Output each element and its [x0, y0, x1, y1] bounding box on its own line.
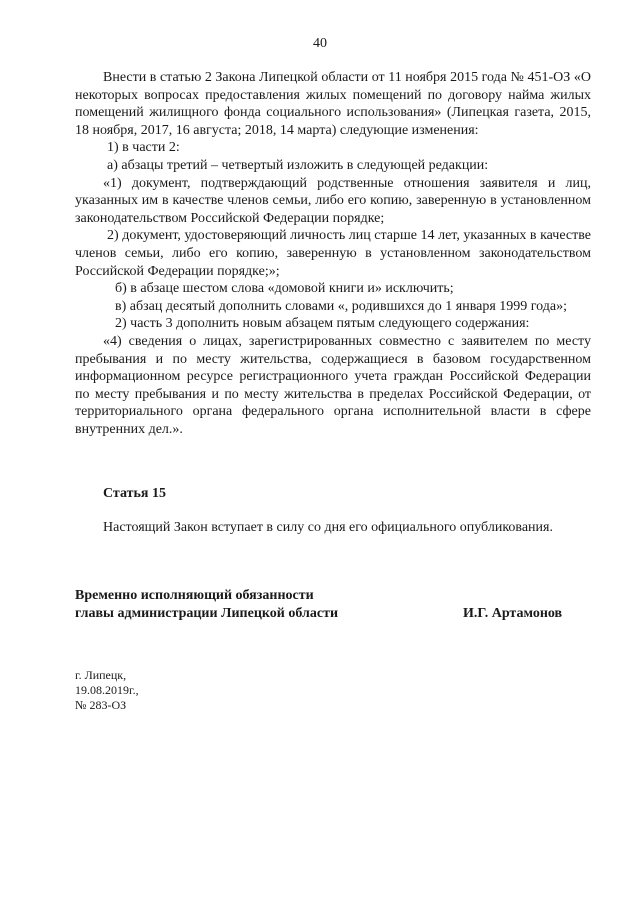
page-number: 40: [313, 36, 327, 51]
item-part-3: 2) часть 3 дополнить новым абзацем пятым следующего содержания:: [115, 316, 530, 332]
footer-date: 19.08.2019г.,: [75, 683, 139, 697]
quoted-item-4: «4) сведения о лицах, зарегистрированных совместно с заявителем по месту пребывания и по месту жительства, содержащиеся в базовом государственном информационном ресурсе регистрационного учета граждан Российской Федерации по месту пребывания и по месту жительства в пределах Российской Федерации, от территориального органа федерального органа исполнительной власти в сфере внутренних дел.».: [75, 333, 591, 437]
signatory-name: И.Г. Артамонов: [463, 606, 563, 621]
document-footer: [75, 668, 139, 713]
item-a: а) абзацы третий – четвертый изложить в следующей редакции:: [107, 157, 489, 173]
law-body: [75, 69, 591, 438]
footer-city: г. Липецк,: [75, 668, 127, 682]
article-text: Настоящий Закон вступает в силу со дня его официального опубликования.: [103, 520, 553, 535]
footer-number: № 283-ОЗ: [75, 698, 127, 712]
quoted-item-2: 2) документ, удостоверяющий личность лиц старше 14 лет, указанных в качестве членов семьи, либо его копию, заверенную в установленном законодательством Российской Федерации порядке;»;: [75, 228, 591, 279]
intro-paragraph: Внести в статью 2 Закона Липецкой области от 11 ноября 2015 года № 451-ОЗ «О некоторых вопросах предоставления жилых помещений по договору найма жилых помещений жилищного фонда социального использования» (Липецкая газета, 2015, 18 ноября, 2017, 16 августа; 2018, 14 марта) следующие изменения:: [75, 70, 591, 138]
article-heading: Статья 15: [103, 486, 166, 501]
item-b: б) в абзаце шестом слова «домовой книги и» исключить;: [115, 281, 454, 297]
item-part-2: 1) в части 2:: [107, 140, 180, 156]
signature-title-line-2: главы администрации Липецкой области: [75, 606, 339, 621]
item-v: в) абзац десятый дополнить словами «, родившихся до 1 января 1999 года»;: [115, 298, 567, 314]
signature-title-line-1: Временно исполняющий обязанности: [75, 588, 314, 603]
quoted-item-1: «1) документ, подтверждающий родственные отношения заявителя и лиц, указанных им в качестве членов семьи, либо его копию, заверенную в установленном законодательством Российской Федерации порядке;: [75, 175, 591, 226]
